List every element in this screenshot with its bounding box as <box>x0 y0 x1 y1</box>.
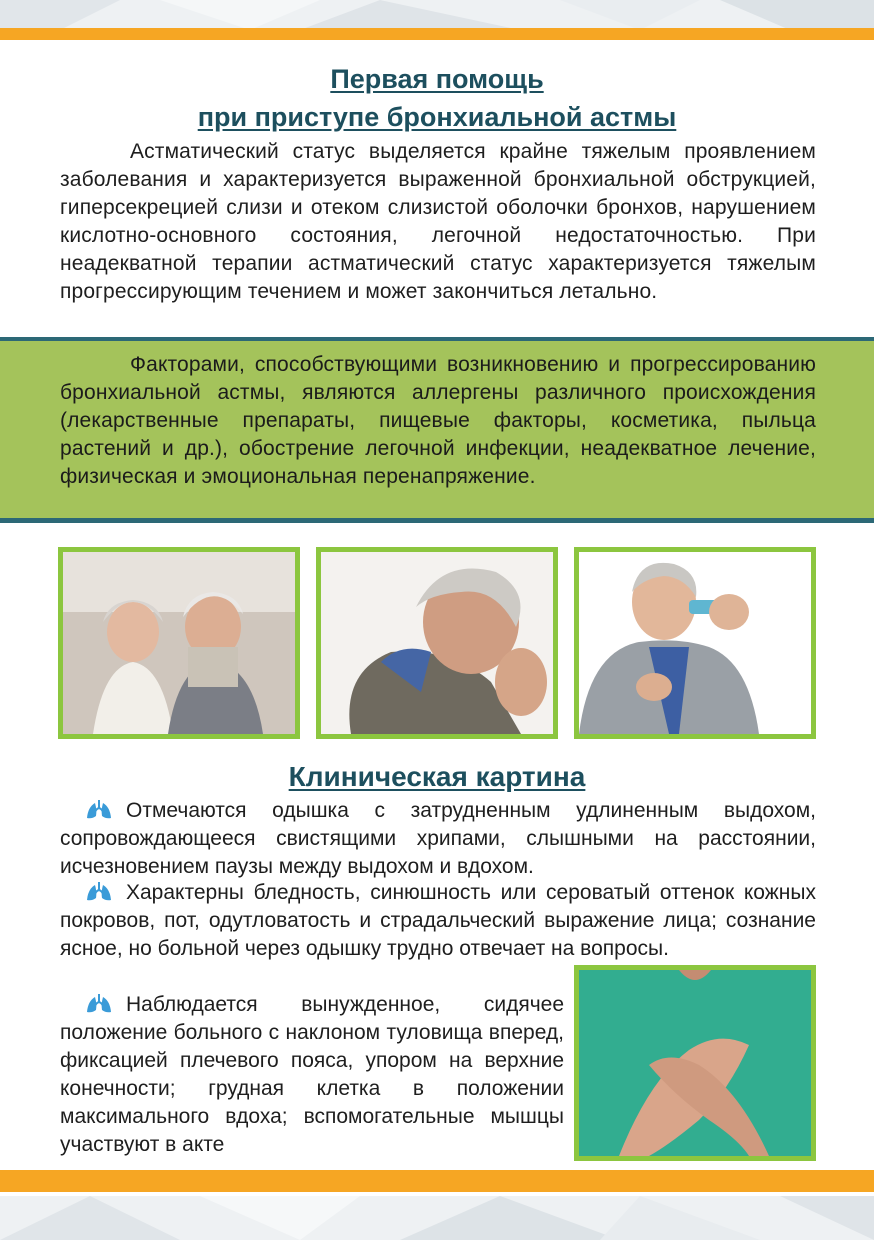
intro-paragraph-text: Астматический статус выделяется крайне тяжелым проявлением заболевания и характеризуется выраженной бронхиальной обструкцией, гиперсекрецией слизи и отеком слизистой оболочки бронхов, нарушением кислотно-основного состояния, легочной недостаточностью. При неадекватной терапии астматический статус характеризуется тяжелым прогрессирующим течением и может закончиться летально. <box>60 140 816 303</box>
bottom-orange-band <box>0 1170 874 1192</box>
page-title-line1: Первая помощь <box>330 64 544 94</box>
lungs-icon <box>86 798 112 820</box>
factors-paragraph <box>60 351 816 491</box>
elderly-couple-calling-photo <box>58 547 300 739</box>
symptom-bullet-2 <box>60 879 816 963</box>
clinical-picture-title: Клиническая картина <box>288 761 586 792</box>
symptom-bullet-1-text: Отмечаются одышка с затрудненным удлиненным выдохом, сопровождающееся свистящими хрипами, слышными на расстоянии, исчезновением паузы между выдохом и вдохом. <box>60 799 816 878</box>
lungs-icon <box>86 880 112 902</box>
symptom-bullet-1 <box>60 797 816 881</box>
top-decoration <box>0 0 874 30</box>
symptom-bullet-2-text: Характерны бледность, синюшность или сероватый оттенок кожных покровов, пот, одутловатость и страдальческий выражение лица; сознание ясное, но больной через одышку трудно отвечает на вопросы. <box>60 881 816 960</box>
factors-paragraph-text: Факторами, способствующими возникновению и прогрессированию бронхиальной астмы, являются аллергены различного происхождения (лекарственные препараты, пищевые факторы, косметика, пыльца растений и др.), обострение легочной инфекции, неадекватное лечение, физическая и эмоциональная перенапряжение. <box>60 353 816 488</box>
symptom-bullet-3 <box>60 991 564 1159</box>
page-title-line2: при приступе бронхиальной астмы <box>197 102 677 132</box>
lungs-icon <box>86 992 112 1014</box>
bottom-decoration <box>0 1196 874 1240</box>
man-coughing-photo <box>316 547 558 739</box>
intro-paragraph <box>60 138 816 306</box>
man-holding-chest-photo <box>574 965 816 1161</box>
symptom-bullet-3-text: Наблюдается вынужденное, сидячее положение больного с наклоном туловища вперед, фиксацией плечевого пояса, упором на верхние конечности; грудная клетка в положении максимального вдоха; вспомогательные мышцы участвуют в акте <box>60 993 564 1156</box>
top-orange-band <box>0 28 874 40</box>
factors-box <box>0 337 874 523</box>
man-using-inhaler-photo <box>574 547 816 739</box>
